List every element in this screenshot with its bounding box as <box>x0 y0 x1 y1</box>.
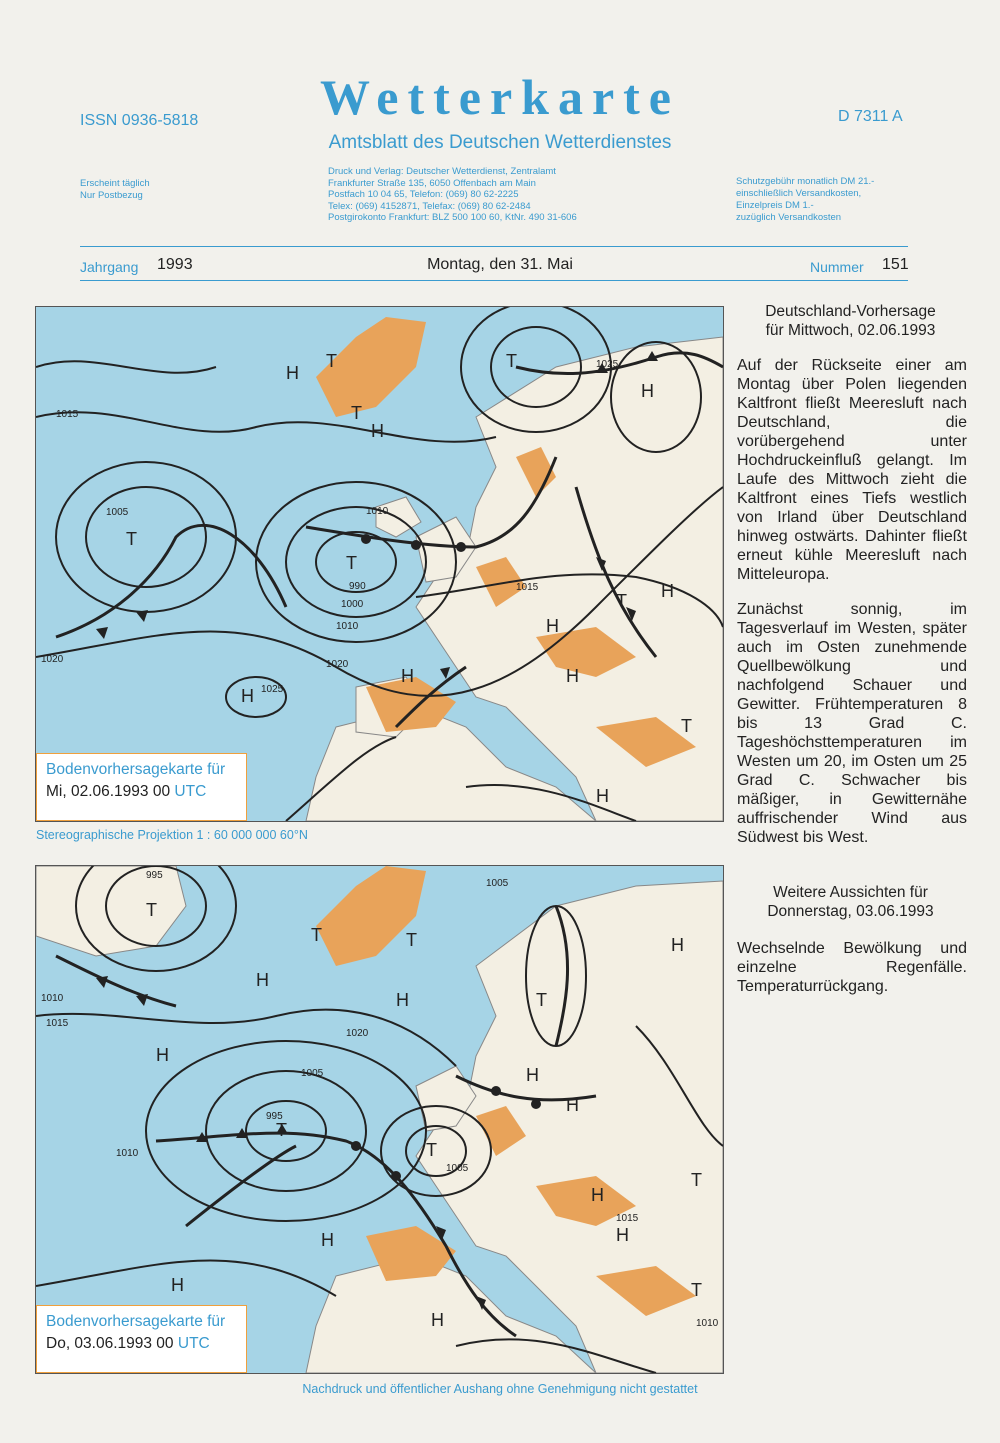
svg-text:H: H <box>546 616 559 636</box>
svg-text:1020: 1020 <box>346 1028 369 1039</box>
svg-text:T: T <box>536 990 547 1010</box>
svg-text:H: H <box>641 381 654 401</box>
forecast-map-wednesday <box>35 306 724 822</box>
nummer-value: 151 <box>882 256 909 273</box>
svg-text:T: T <box>326 351 337 371</box>
svg-text:H: H <box>396 990 409 1010</box>
svg-text:H: H <box>591 1185 604 1205</box>
map2-graphic <box>36 866 723 1373</box>
svg-text:T: T <box>426 1140 437 1160</box>
svg-text:1000: 1000 <box>341 599 364 610</box>
svg-text:1005: 1005 <box>446 1163 469 1174</box>
map2-label-date: Do, 03.06.1993 00 UTC <box>46 1335 210 1352</box>
forecast-paragraph-2: Zunächst sonnig, im Tagesverlauf im Westen, später auch im Osten zunehmende Quellbewölkung und nachfolgend Schauer und Gewitter. Frühtemperaturen 8 bis 13 Grad C. Tageshöchsttemperaturen im Westen um 20, im Osten um 25 Grad C. Schwacher bis mäßiger, in Gewitternähe auffrischender Wind aus Südwest bis West. <box>737 601 967 846</box>
nummer-label: Nummer <box>810 259 864 275</box>
svg-text:1005: 1005 <box>486 878 509 889</box>
divider-top <box>80 246 908 247</box>
svg-text:1025: 1025 <box>261 684 284 695</box>
svg-text:T: T <box>146 900 157 920</box>
svg-text:H: H <box>171 1275 184 1295</box>
jahrgang-label: Jahrgang <box>80 259 139 275</box>
map2-label-box <box>36 1305 247 1373</box>
jahrgang-value: 1993 <box>157 256 193 273</box>
issn-number: ISSN 0936-5818 <box>80 112 199 129</box>
forecast-map-thursday <box>35 865 724 1374</box>
map1-label-title: Bodenvorhersagekarte für <box>46 761 226 778</box>
svg-text:1010: 1010 <box>366 506 389 517</box>
svg-text:H: H <box>671 935 684 955</box>
svg-text:1010: 1010 <box>696 1318 719 1329</box>
svg-text:1005: 1005 <box>106 507 129 518</box>
svg-text:H: H <box>526 1065 539 1085</box>
publication-title: Wetterkarte <box>320 69 680 125</box>
svg-text:H: H <box>431 1310 444 1330</box>
svg-text:T: T <box>276 1120 287 1140</box>
svg-text:1015: 1015 <box>516 582 539 593</box>
forecast-paragraph-1: Auf der Rückseite einer am Montag über Polen liegenden Kaltfront fließt Meeresluft nach Deutschland, die vorübergehend unter Hochdruckeinfluß gelangt. Im Laufe des Mittwoch zieht die Kaltfront eines Tiefs westlich von Irland über Deutschland hinweg ostwärts. Dahinter fließt erneut kühle Meeresluft nach Mitteleuropa. <box>737 357 967 583</box>
svg-text:H: H <box>371 421 384 441</box>
svg-text:H: H <box>286 363 299 383</box>
footer-notice: Nachdruck und öffentlicher Aushang ohne Genehmigung nicht gestattet <box>302 1382 698 1396</box>
postal-code: D 7311 A <box>838 108 903 125</box>
map2-label-title: Bodenvorhersagekarte für <box>46 1313 226 1330</box>
svg-text:H: H <box>401 666 414 686</box>
publisher-info: Druck und Verlag: Deutscher Wetterdienst, Zentralamt Frankfurter Straße 135, 6050 Offenbach am Main Postfach 10 04 65, Telefon: (069) 80 62-2225 Telex: (069) 4152871, Telefax: (069) 80 62-2484 Postgirokonto Frankfurt: BLZ 500 100 60, KtNr. 490 31-606 <box>328 166 577 224</box>
svg-text:T: T <box>351 403 362 423</box>
projection-note: Stereographische Projektion 1 : 60 000 000 60°N <box>36 828 308 842</box>
svg-text:1010: 1010 <box>41 993 64 1004</box>
svg-text:1015: 1015 <box>46 1018 69 1029</box>
svg-text:1020: 1020 <box>326 659 349 670</box>
svg-text:995: 995 <box>266 1111 283 1122</box>
publication-subtitle: Amtsblatt des Deutschen Wetterdienstes <box>328 132 672 153</box>
svg-text:T: T <box>691 1280 702 1300</box>
svg-text:T: T <box>616 591 627 611</box>
map1-label-date: Mi, 02.06.1993 00 UTC <box>46 783 207 800</box>
svg-text:T: T <box>126 529 137 549</box>
svg-text:T: T <box>506 351 517 371</box>
svg-text:1015: 1015 <box>616 1213 639 1224</box>
svg-text:990: 990 <box>349 581 366 592</box>
svg-text:1020: 1020 <box>41 654 64 665</box>
svg-text:H: H <box>566 666 579 686</box>
svg-text:H: H <box>616 1225 629 1245</box>
low-marker: T <box>346 553 357 573</box>
svg-text:H: H <box>241 686 254 706</box>
svg-text:H: H <box>661 581 674 601</box>
map1-label-box <box>36 753 247 821</box>
outlook-heading: Weitere Aussichten für Donnerstag, 03.06.1993 <box>767 884 934 920</box>
svg-text:H: H <box>156 1045 169 1065</box>
outlook-paragraph: Wechselnde Bewölkung und einzelne Regenfälle. Temperaturrückgang. <box>737 940 967 995</box>
svg-text:995: 995 <box>146 870 163 881</box>
svg-text:T: T <box>681 716 692 736</box>
svg-text:1015: 1015 <box>56 409 79 420</box>
svg-text:H: H <box>596 786 609 806</box>
svg-text:T: T <box>311 925 322 945</box>
forecast-heading: Deutschland-Vorhersage für Mittwoch, 02.06.1993 <box>765 303 936 339</box>
svg-text:1025: 1025 <box>596 359 619 370</box>
svg-text:T: T <box>691 1170 702 1190</box>
divider-bottom <box>80 280 908 281</box>
svg-text:1005: 1005 <box>301 1068 324 1079</box>
svg-text:1010: 1010 <box>336 621 359 632</box>
issue-date: Montag, den 31. Mai <box>427 256 573 273</box>
svg-text:H: H <box>566 1095 579 1115</box>
svg-text:1010: 1010 <box>116 1148 139 1159</box>
svg-text:H: H <box>256 970 269 990</box>
svg-text:T: T <box>406 930 417 950</box>
map-graphic <box>36 307 723 821</box>
svg-text:H: H <box>321 1230 334 1250</box>
frequency-note: Erscheint täglich Nur Postbezug <box>80 178 150 201</box>
fee-info: Schutzgebühr monatlich DM 21.- einschließlich Versandkosten, Einzelpreis DM 1.- zuzüglich Versandkosten <box>736 176 875 223</box>
